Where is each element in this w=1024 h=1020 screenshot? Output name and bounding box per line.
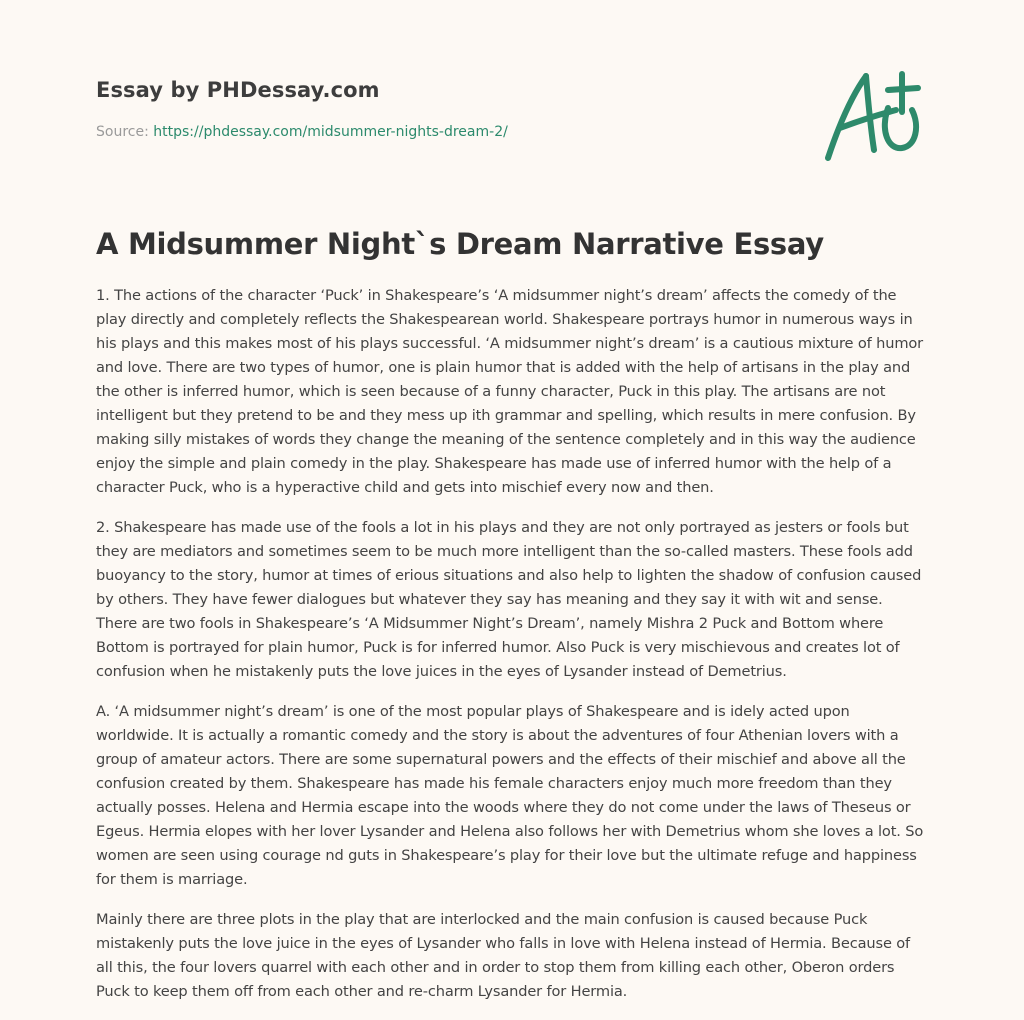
source-link[interactable]: https://phdessay.com/midsummer-nights-dream-2/ bbox=[153, 124, 508, 140]
essay-title: A Midsummer Night`s Dream Narrative Essay bbox=[96, 227, 824, 261]
essay-paragraph: 2. Shakespeare has made use of the fools a lot in his plays and they are not only portrayed as jesters or fools but they are mediators and sometimes seem to be much more intelligent than the so-called masters. These fools add buoyancy to the story, humor at times of erious situations and also help to lighten the shadow of confusion caused by others. They have fewer dialogues but whatever they say has meaning and they say it with wit and sense. There are two fools in Shakespeare’s ‘A Midsummer Night’s Dream’, namely Mishra 2 Puck and Bottom where Bottom is portrayed for plain humor, Puck is for inferred humor. Also Puck is very mischievous and creates lot of confusion when he mistakenly puts the love juices in the eyes of Lysander instead of Demetrius. bbox=[96, 519, 922, 680]
source-line bbox=[96, 124, 508, 140]
essay-paragraph: A. ‘A midsummer night’s dream’ is one of the most popular plays of Shakespeare and is idely acted upon worldwide. It is actually a romantic comedy and the story is about the adventures of four Athenian lovers with a group of amateur actors. There are some supernatural powers and the effects of their mischief and above all the confusion created by them. Shakespeare has made his female characters enjoy much more freedom than they actually posses. Helena and Hermia escape into the woods where they do not come under the laws of Theseus or Egeus. Hermia elopes with her lover Lysander and Helena also follows her with Demetrius whom she loves a lot. So women are seen using courage nd guts in Shakespeare’s play for their love but the ultimate refuge and happiness for them is marriage. bbox=[96, 703, 924, 888]
essay-paragraph: Mainly there are three plots in the play that are interlocked and the main confusion is caused because Puck mistakenly puts the love juice in the eyes of Lysander who falls in love with Helena instead of Hermia. Because of all this, the four lovers quarrel with each other and in order to stop them from killing each other, Oberon orders Puck to keep them off from each other and re-charm Lysander for Hermia. bbox=[96, 911, 911, 1000]
source-label: Source: bbox=[96, 124, 154, 140]
page-header bbox=[96, 0, 928, 160]
essay-body bbox=[96, 284, 928, 1020]
essay-paragraph: 1. The actions of the character ‘Puck’ in Shakespeare’s ‘A midsummer night’s dream’ affects the comedy of the play directly and completely reflects the Shakespearean world. Shakespeare portrays humor in numerous ways in his plays and this makes most of his plays successful. ‘A midsummer night’s dream’ is a cautious mixture of humor and love. There are two types of humor, one is plain humor that is added with the help of artisans in the play and the other is inferred humor, which is seen because of a funny character, Puck in this play. The artisans are not intelligent but they pretend to be and they mess up ith grammar and spelling, which results in mere confusion. By making silly mistakes of words they change the meaning of the sentence completely and in this way the audience enjoy the simple and plain comedy in the play. Shakespeare has made use of inferred humor with the help of a character Puck, who is a hyperactive child and gets into mischief every now and then. bbox=[96, 287, 924, 496]
a-plus-logo-icon bbox=[822, 66, 932, 166]
brand-name: Essay by PHDessay.com bbox=[96, 78, 380, 102]
